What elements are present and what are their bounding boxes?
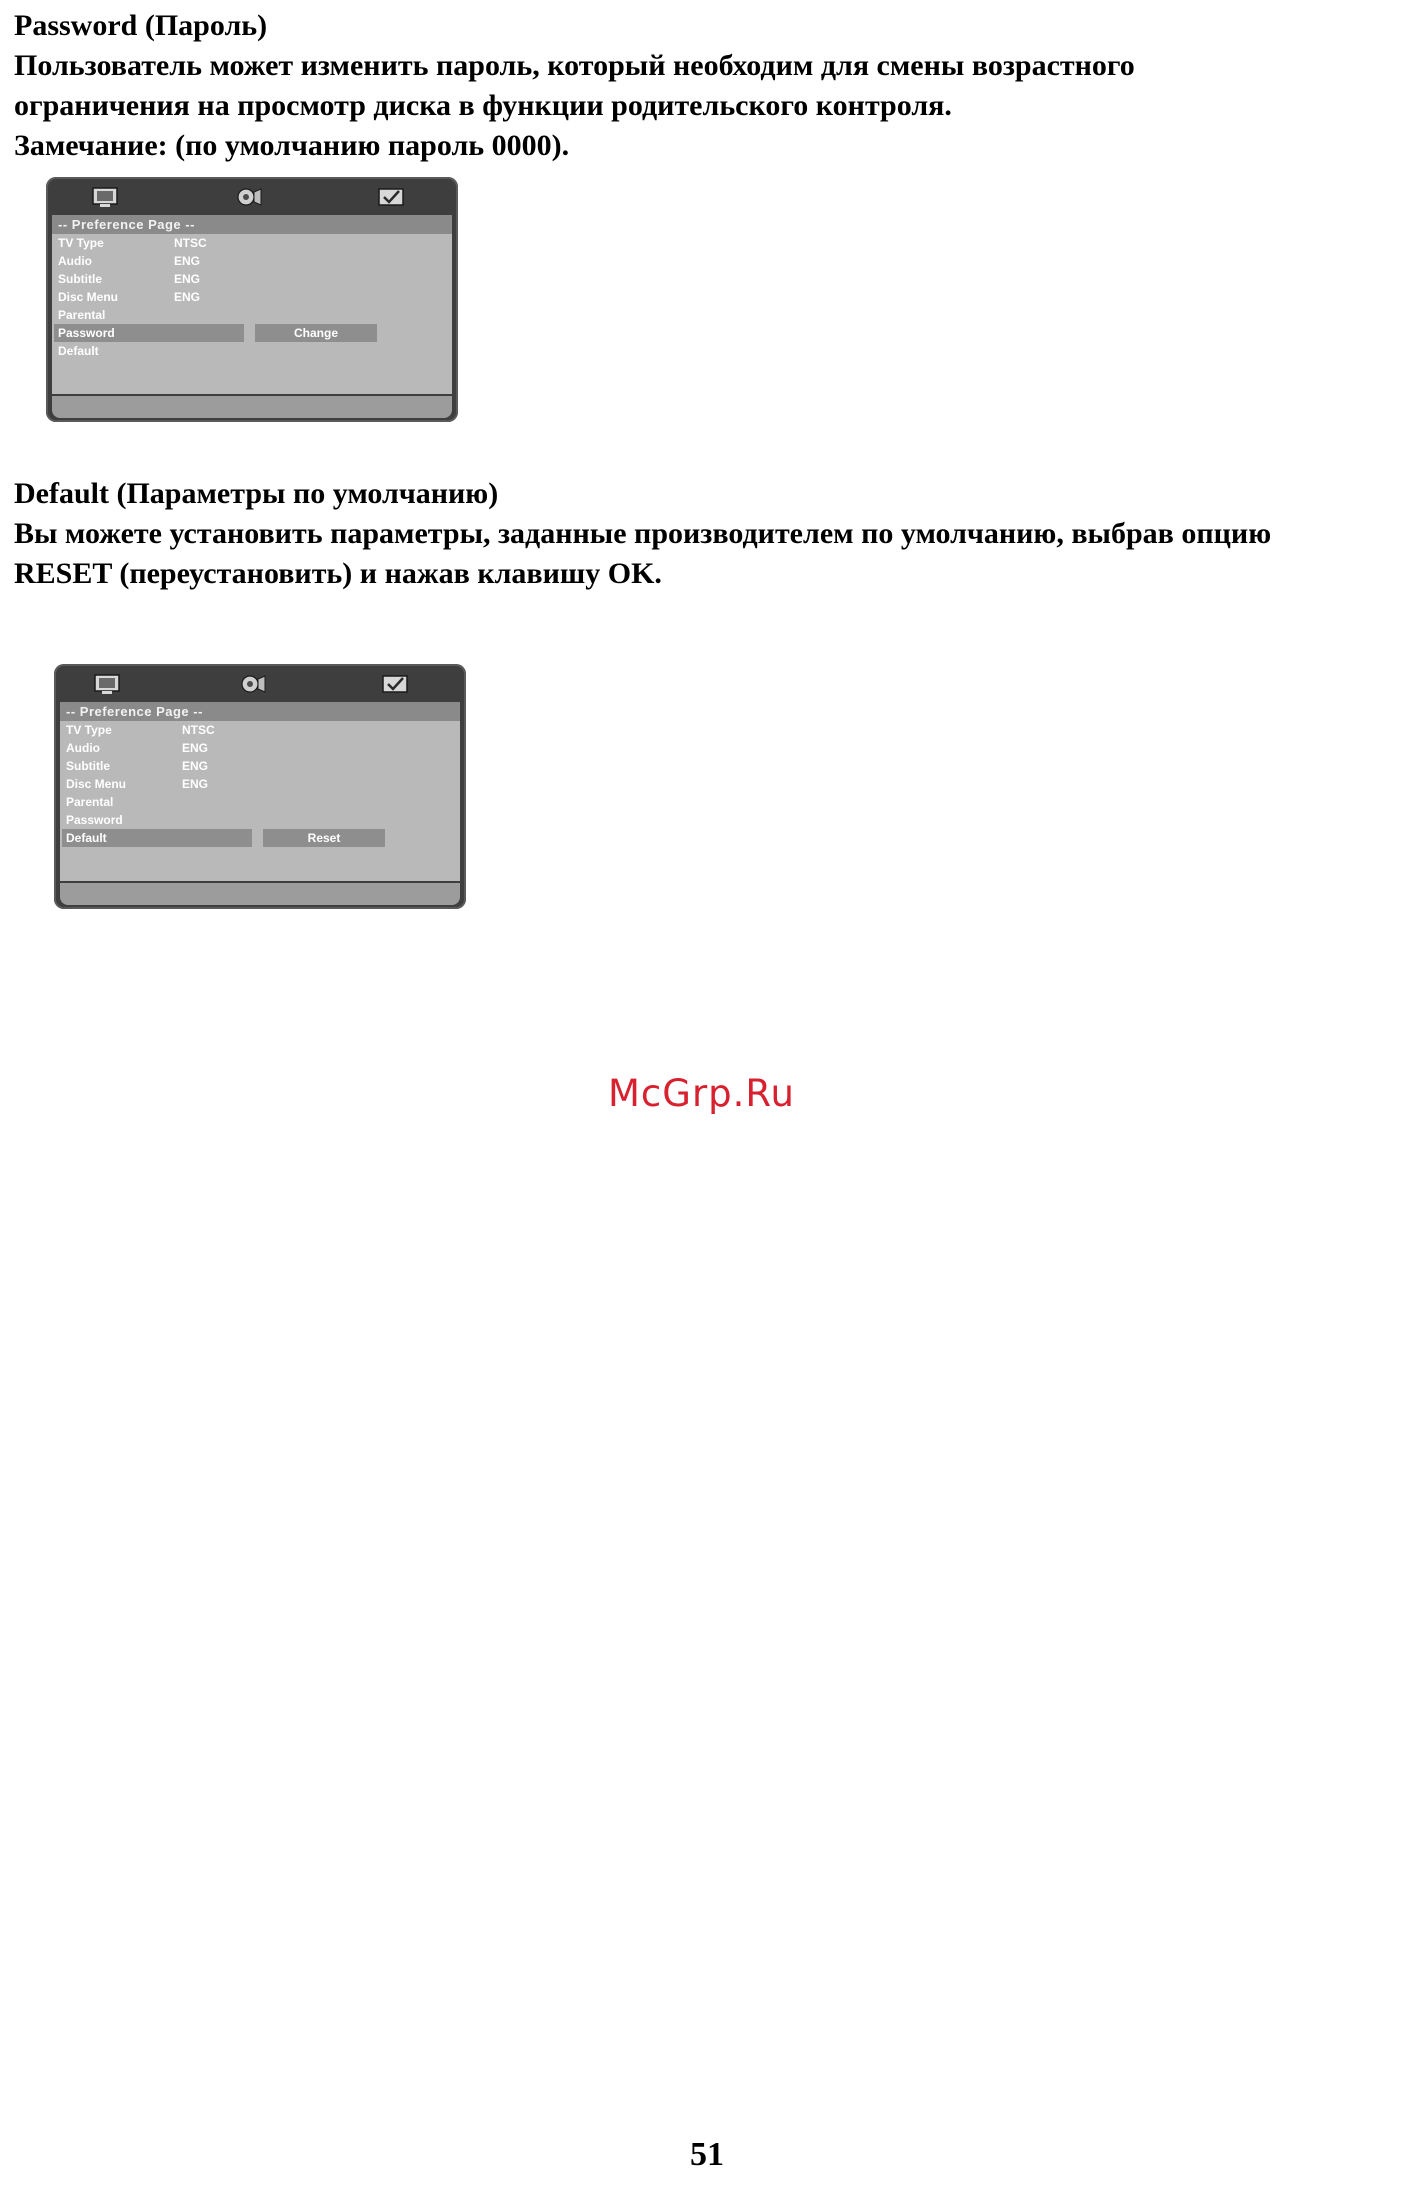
menu-value: NTSC — [174, 236, 207, 250]
menu-row-parental[interactable] — [60, 793, 460, 811]
checkmark-icon — [380, 672, 410, 696]
change-option[interactable]: Change — [255, 324, 377, 342]
osd-page-header: -- Preference Page -- — [52, 215, 452, 234]
password-section — [14, 6, 1404, 166]
monitor-icon — [90, 185, 120, 209]
menu-value: ENG — [182, 741, 209, 755]
osd-icon-bar — [46, 177, 458, 215]
menu-row-parental[interactable] — [52, 306, 452, 324]
menu-label: Disc Menu — [58, 290, 119, 304]
menu-value: NTSC — [182, 723, 215, 737]
menu-row-default-selected[interactable] — [60, 829, 460, 847]
menu-row-disc-menu[interactable] — [60, 775, 460, 793]
default-text-line2: RESET (переустановить) и нажав клавишу OK. — [14, 557, 662, 590]
menu-label: Default — [66, 831, 107, 845]
menu-row-disc-menu[interactable] — [52, 288, 452, 306]
menu-value: ENG — [174, 290, 201, 304]
menu-row-password-selected[interactable] — [52, 324, 452, 342]
menu-row-password[interactable] — [60, 811, 460, 829]
speaker-icon — [238, 672, 268, 696]
osd-bottom-bar — [52, 396, 452, 418]
password-text-line2: ограничения на просмотр диска в функции родительского контроля. — [14, 89, 952, 122]
menu-label: Audio — [58, 254, 92, 268]
osd-page-header: -- Preference Page -- — [60, 702, 460, 721]
menu-label: Subtitle — [58, 272, 102, 286]
menu-label: TV Type — [66, 723, 112, 737]
menu-row-tv-type[interactable] — [52, 234, 452, 252]
osd-icon-bar — [54, 664, 466, 702]
menu-label: Parental — [58, 308, 106, 322]
default-text-line1: Вы можете установить параметры, заданные производителем по умолчанию, выбрав опцию — [14, 517, 1272, 550]
password-note: Замечание: (по умолчанию пароль 0000). — [14, 129, 570, 162]
menu-label: Disc Menu — [66, 777, 127, 791]
page-number: 51 — [690, 2136, 724, 2173]
menu-value: ENG — [182, 777, 209, 791]
menu-value: ENG — [174, 272, 201, 286]
osd-default-screenshot — [54, 664, 466, 909]
default-heading: Default (Параметры по умолчанию) — [14, 477, 499, 510]
osd-menu-body — [52, 234, 452, 394]
monitor-icon — [92, 672, 122, 696]
menu-label: Password — [66, 813, 123, 827]
default-section — [14, 474, 1404, 594]
osd-password-screenshot — [46, 177, 458, 422]
osd-menu-body — [60, 721, 460, 881]
password-heading: Password (Пароль) — [14, 9, 268, 42]
menu-label: TV Type — [58, 236, 104, 250]
osd-bottom-bar — [60, 883, 460, 905]
menu-row-audio[interactable] — [52, 252, 452, 270]
menu-row-subtitle[interactable] — [60, 757, 460, 775]
menu-row-subtitle[interactable] — [52, 270, 452, 288]
watermark: McGrp.Ru — [608, 1072, 795, 1115]
speaker-icon — [234, 185, 264, 209]
menu-row-default[interactable] — [52, 342, 452, 360]
menu-label: Default — [58, 344, 99, 358]
reset-option[interactable]: Reset — [263, 829, 385, 847]
menu-label: Password — [58, 326, 115, 340]
menu-label: Parental — [66, 795, 114, 809]
menu-row-tv-type[interactable] — [60, 721, 460, 739]
menu-value: ENG — [174, 254, 201, 268]
menu-value: ENG — [182, 759, 209, 773]
checkmark-icon — [376, 185, 406, 209]
menu-label: Subtitle — [66, 759, 110, 773]
password-text-line1: Пользователь может изменить пароль, который необходим для смены возрастного — [14, 49, 1135, 82]
menu-row-audio[interactable] — [60, 739, 460, 757]
menu-label: Audio — [66, 741, 100, 755]
